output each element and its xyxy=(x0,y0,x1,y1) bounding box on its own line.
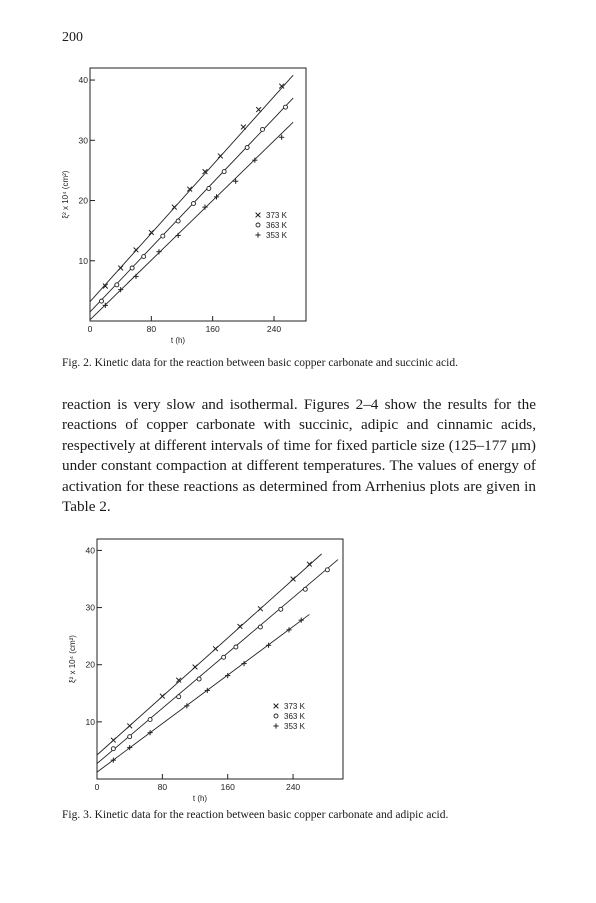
y-axis-label: ξ² x 10⁴ (cm²) xyxy=(61,170,70,219)
body-paragraph: reaction is very slow and isothermal. Figures 2–4 show the results for the reactions of copper carbonate with succinic, adipic and cinnamic acids, respectively at different intervals of time for fixed particle size (125–177 μm) under constant compaction at different temperatures. The values of energy of activation for these reactions as determined from Arrhenius plots are given in Table 2. xyxy=(62,396,536,516)
data-point xyxy=(245,146,249,150)
data-point xyxy=(134,248,139,253)
x-tick-label: 160 xyxy=(220,782,235,792)
data-point xyxy=(261,127,265,131)
y-tick-label: 40 xyxy=(85,545,95,556)
data-point xyxy=(197,677,201,681)
data-point xyxy=(161,234,165,238)
data-point xyxy=(213,646,218,651)
data-point xyxy=(128,735,132,739)
data-point xyxy=(193,665,198,670)
x-tick-label: 0 xyxy=(87,324,93,334)
data-point xyxy=(218,154,223,159)
data-point xyxy=(176,219,180,223)
x-axis-label: t (h) xyxy=(192,794,208,803)
y-tick-label: 30 xyxy=(85,602,95,613)
data-point xyxy=(176,233,181,238)
data-point xyxy=(258,625,262,629)
data-point xyxy=(156,249,161,254)
data-point xyxy=(202,205,207,210)
y-tick-label: 40 xyxy=(78,75,88,86)
data-point xyxy=(115,283,119,287)
data-point xyxy=(256,213,261,218)
data-point xyxy=(291,577,296,582)
data-point xyxy=(130,266,134,270)
y-tick-label: 30 xyxy=(78,135,88,146)
data-point xyxy=(284,105,288,109)
legend-entry: 373 K xyxy=(284,702,305,711)
x-tick-label: 80 xyxy=(157,782,168,792)
legend-entry: 373 K xyxy=(266,211,287,220)
data-point xyxy=(149,230,154,235)
y-axis-label: ξ² x 10⁴ (cm²) xyxy=(68,635,77,683)
legend-entry: 363 K xyxy=(284,712,305,721)
data-point xyxy=(256,107,261,112)
data-point xyxy=(238,624,243,629)
figure-3-chart xyxy=(0,524,596,814)
data-point xyxy=(222,655,226,659)
fit-line xyxy=(97,560,338,764)
plot-frame xyxy=(90,68,306,321)
data-point xyxy=(307,562,312,567)
data-point xyxy=(111,738,116,743)
x-tick-label: 0 xyxy=(94,782,100,792)
x-tick-label: 80 xyxy=(146,324,157,334)
x-tick-label: 240 xyxy=(266,324,282,334)
data-point xyxy=(279,607,283,611)
data-point xyxy=(148,718,152,722)
data-point xyxy=(274,714,278,718)
data-point xyxy=(177,695,181,699)
data-point xyxy=(241,125,246,130)
data-point xyxy=(303,587,307,591)
figure-3-caption: Fig. 3. Kinetic data for the reaction between basic copper carbonate and adipic acid. xyxy=(62,809,449,821)
figure-2-chart xyxy=(0,58,596,358)
y-tick-label: 20 xyxy=(78,195,88,206)
data-point xyxy=(133,274,138,279)
data-point xyxy=(256,223,260,227)
data-point xyxy=(222,170,226,174)
fit-line xyxy=(97,614,309,772)
page-number: 200 xyxy=(62,30,83,45)
data-point xyxy=(100,299,104,303)
data-point xyxy=(172,205,177,210)
data-point xyxy=(255,232,260,237)
legend-entry: 363 K xyxy=(266,221,287,230)
figure-2-caption: Fig. 2. Kinetic data for the reaction between basic copper carbonate and succinic acid. xyxy=(62,357,458,369)
data-point xyxy=(274,704,279,709)
y-tick-label: 10 xyxy=(78,255,88,266)
data-point xyxy=(325,568,329,572)
x-axis-label: t (h) xyxy=(170,336,186,345)
legend-entry: 353 K xyxy=(284,722,305,731)
y-tick-label: 20 xyxy=(85,659,95,670)
data-point xyxy=(160,694,165,699)
data-point xyxy=(273,723,278,728)
data-point xyxy=(142,255,146,259)
x-tick-label: 160 xyxy=(205,324,220,334)
legend-entry: 353 K xyxy=(266,231,287,240)
data-point xyxy=(127,723,132,728)
data-point xyxy=(258,606,263,611)
y-tick-label: 10 xyxy=(85,716,95,727)
data-point xyxy=(118,266,123,271)
x-tick-label: 240 xyxy=(285,782,301,792)
data-point xyxy=(192,202,196,206)
data-point xyxy=(111,747,115,751)
data-point xyxy=(234,645,238,649)
data-point xyxy=(207,186,211,190)
